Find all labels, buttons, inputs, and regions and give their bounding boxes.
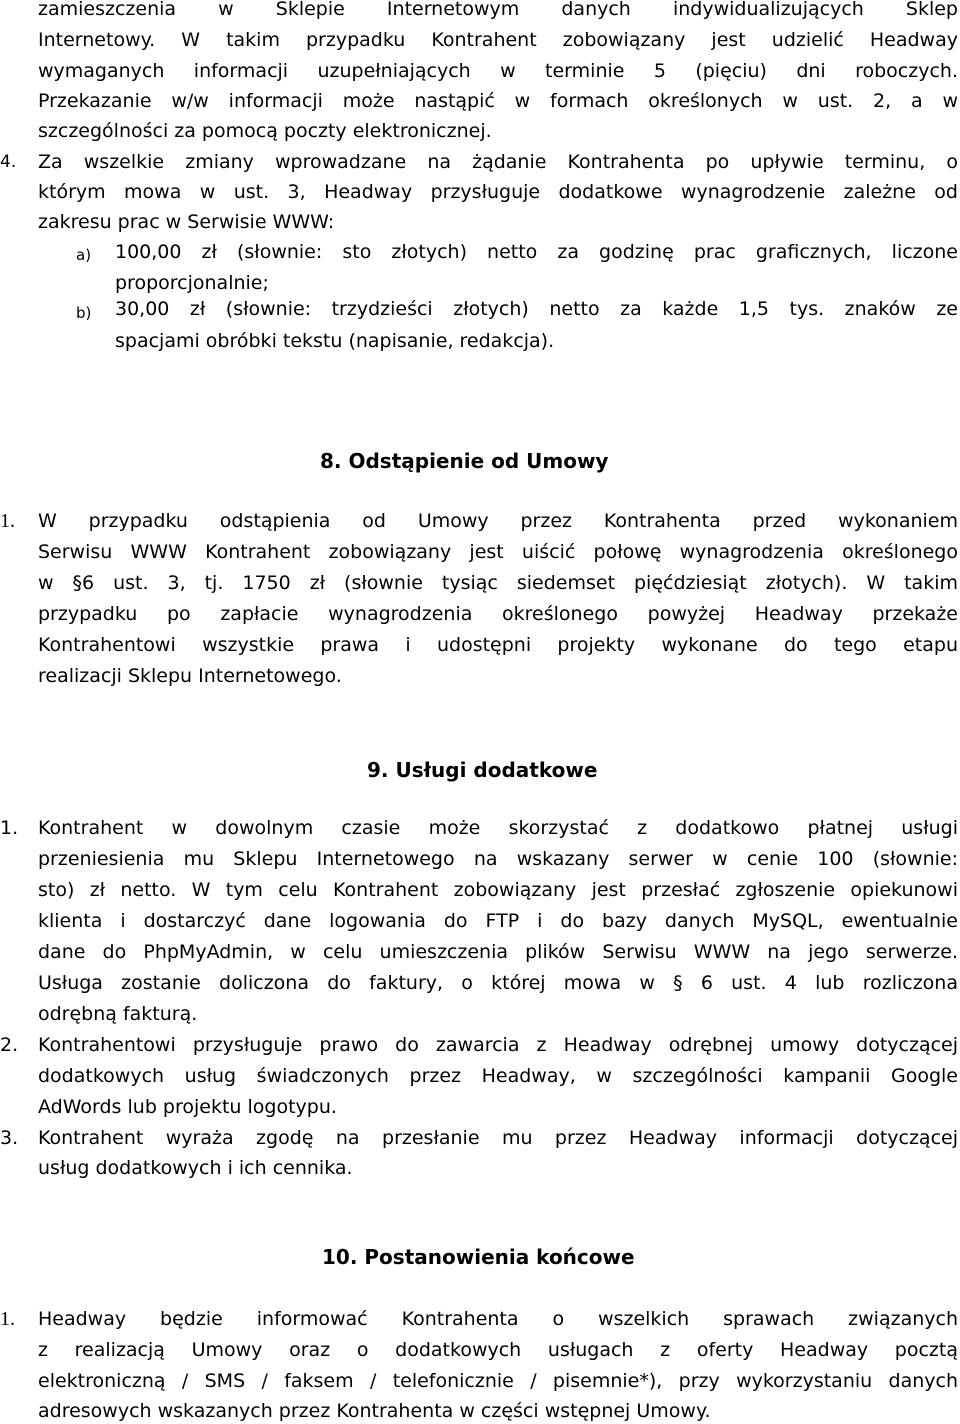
text-line: Kontrahent wyraża zgodę na przesłanie mu przez Headway informacji dotyczącej <box>38 1127 958 1149</box>
text-line: odrębną fakturą. <box>38 1003 198 1025</box>
text-line: w §6 ust. 3, tj. 1750 zł (słownie tysiąc siedemset pięćdziesiąt złotych). W takim <box>38 572 958 594</box>
text-line: zamieszczenia w Sklepie Internetowym danych indywidualizujących Sklep <box>38 0 958 20</box>
text-line: zakresu prac w Serwisie WWW: <box>38 211 335 233</box>
section-heading-10: 10. Postanowienia końcowe <box>322 1245 635 1269</box>
list-number: 1. <box>0 817 19 839</box>
text-line: dane do PhpMyAdmin, w celu umieszczenia plików Serwisu WWW na jego serwerze. <box>38 941 958 963</box>
text-line: AdWords lub projektu logotypu. <box>38 1096 337 1118</box>
text-line: Usługa zostanie doliczona do faktury, o której mowa w § 6 ust. 4 lub rozliczona <box>38 972 958 994</box>
section-heading-9: 9. Usługi dodatkowe <box>367 758 598 782</box>
text-line: proporcjonalnie; <box>115 272 269 294</box>
text-line: Przekazanie w/w informacji może nastąpić w formach określonych w ust. 2, a w <box>38 90 958 112</box>
list-number: 1. <box>0 510 15 532</box>
text-line: przypadku po zapłacie wynagrodzenia określonego powyżej Headway przekaże <box>38 603 958 625</box>
text-line: usług dodatkowych i ich cennika. <box>38 1157 353 1179</box>
text-line: 30,00 zł (słownie: trzydzieści złotych) netto za każde 1,5 tys. znaków ze <box>115 298 958 320</box>
text-line: szczególności za pomocą poczty elektronicznej. <box>38 120 492 142</box>
text-line: klienta i dostarczyć dane logowania do FTP i do bazy danych MySQL, ewentualnie <box>38 910 958 932</box>
text-line: którym mowa w ust. 3, Headway przysługuje dodatkowe wynagrodzenie zależne od <box>38 181 958 203</box>
text-line: realizacji Sklepu Internetowego. <box>38 665 342 687</box>
text-line: Kontrahentowi wszystkie prawa i udostępni projekty wykonane do tego etapu <box>38 634 958 656</box>
sublist-marker: b) <box>76 304 92 322</box>
text-line: Kontrahent w dowolnym czasie może skorzystać z dodatkowo płatnej usługi <box>38 817 958 839</box>
text-line: elektroniczną / SMS / faksem / telefonicznie / pisemnie*), przy wykorzystaniu danych <box>38 1370 958 1392</box>
text-line: przeniesienia mu Sklepu Internetowego na wskazany serwer w cenie 100 (słownie: <box>38 848 958 870</box>
text-line: W przypadku odstąpienia od Umowy przez Kontrahenta przed wykonaniem <box>38 510 958 532</box>
sublist-marker: a) <box>76 246 92 264</box>
text-line: wymaganych informacji uzupełniających w terminie 5 (pięciu) dni roboczych. <box>38 60 958 82</box>
list-number: 4. <box>0 152 17 172</box>
text-line: adresowych wskazanych przez Kontrahenta w części wstępnej Umowy. <box>38 1400 711 1422</box>
text-line: Serwisu WWW Kontrahent zobowiązany jest uiścić połowę wynagrodzenia określonego <box>38 541 958 563</box>
text-line: sto) zł netto. W tym celu Kontrahent zobowiązany jest przesłać zgłoszenie opiekunowi <box>38 879 958 901</box>
text-line: z realizacją Umowy oraz o dodatkowych usługach z oferty Headway pocztą <box>38 1339 958 1361</box>
text-line: spacjami obróbki tekstu (napisanie, redakcja). <box>115 330 555 352</box>
list-number: 2. <box>0 1034 19 1056</box>
list-number: 3. <box>0 1127 19 1149</box>
text-line: 100,00 zł (słownie: sto złotych) netto za godzinę prac graficznych, liczone <box>115 241 958 263</box>
text-line: Kontrahentowi przysługuje prawo do zawarcia z Headway odrębnej umowy dotyczącej <box>38 1034 958 1056</box>
text-line: dodatkowych usług świadczonych przez Headway, w szczególności kampanii Google <box>38 1065 958 1087</box>
text-line: Internetowy. W takim przypadku Kontrahent zobowiązany jest udzielić Headway <box>38 29 958 51</box>
text-line: Za wszelkie zmiany wprowadzane na żądanie Kontrahenta po upływie terminu, o <box>38 151 958 173</box>
list-number: 1. <box>0 1308 15 1330</box>
section-heading-8: 8. Odstąpienie od Umowy <box>320 449 609 473</box>
text-line: Headway będzie informować Kontrahenta o wszelkich sprawach związanych <box>38 1308 958 1330</box>
